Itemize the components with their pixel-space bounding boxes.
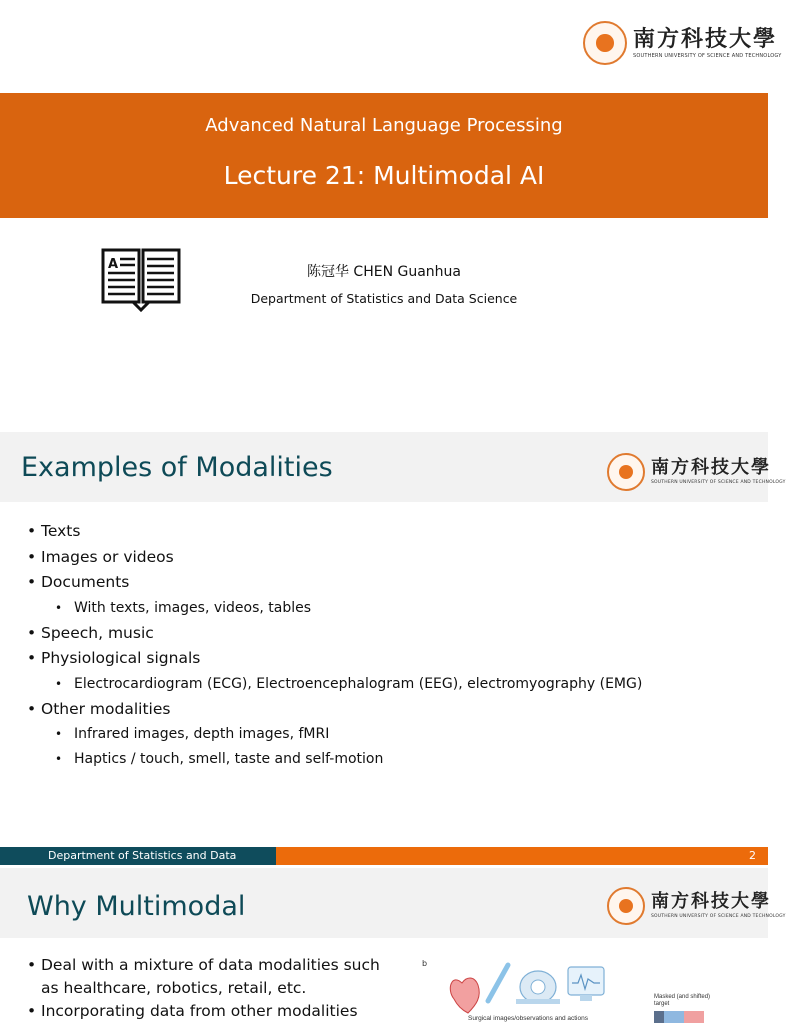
figure-target-label: Masked (and shifted) target xyxy=(654,994,711,1007)
bullet-item: • Images or videos xyxy=(27,548,757,574)
page-number: 2 xyxy=(749,849,756,862)
bullet-list xyxy=(27,522,757,775)
multimodal-figure xyxy=(418,955,758,1025)
lecture-title: Lecture 21: Multimodal AI xyxy=(223,161,545,190)
slide-title: Why Multimodal xyxy=(27,891,246,922)
masked-target-bar xyxy=(654,1011,704,1023)
logo-english-name: SOUTHERN UNIVERSITY OF SCIENCE AND TECHNOLOGY xyxy=(633,52,782,59)
bullet-item: • Incorporating data from other modalities xyxy=(27,1000,387,1023)
slide-header xyxy=(0,868,786,938)
sub-bullet-item: • Infrared images, depth images, fMRI xyxy=(27,725,757,750)
monitor-icon xyxy=(568,967,604,995)
sub-bullet-item: • Electrocardiogram (ECG), Electroencephalogram (EEG), electromyography (EMG) xyxy=(27,675,757,700)
bullet-list xyxy=(27,954,387,1023)
title-band xyxy=(0,93,768,218)
bullet-item: • Speech, music xyxy=(27,624,757,650)
slide-header xyxy=(0,432,786,502)
course-title: Advanced Natural Language Processing xyxy=(205,115,563,136)
bullet-item: • Documents xyxy=(27,573,757,599)
heart-icon xyxy=(450,978,479,1013)
figure-panel-label: b xyxy=(422,959,428,968)
university-logo xyxy=(607,452,786,492)
figure-caption: Surgical images/observations and actions xyxy=(468,1015,588,1022)
logo-english-name: SOUTHERN UNIVERSITY OF SCIENCE AND TECHNOLOGY xyxy=(651,914,786,919)
surgical-tool-icon xyxy=(488,965,508,1001)
why-multimodal-slide xyxy=(0,865,786,1024)
sub-bullet-item: • With texts, images, videos, tables xyxy=(27,599,757,624)
slide-footer xyxy=(0,847,768,865)
logo-chinese-name: 南方科技大學 xyxy=(651,457,771,478)
university-seal-icon xyxy=(583,21,627,65)
university-logo xyxy=(607,886,786,926)
university-logo xyxy=(583,20,782,66)
logo-english-name: SOUTHERN UNIVERSITY OF SCIENCE AND TECHNOLOGY xyxy=(651,480,786,485)
department-name: Department of Statistics and Data Science xyxy=(250,291,518,306)
footer-department: Department of Statistics and Data xyxy=(0,847,276,865)
university-seal-icon xyxy=(607,887,645,925)
logo-chinese-name: 南方科技大學 xyxy=(651,891,771,912)
modalities-slide xyxy=(0,432,786,865)
title-slide xyxy=(0,0,782,432)
slide-title: Examples of Modalities xyxy=(21,452,333,483)
bullet-item: • Deal with a mixture of data modalities such as healthcare, robotics, retail, etc. xyxy=(27,954,387,1000)
logo-chinese-name: 南方科技大學 xyxy=(633,25,778,52)
sub-bullet-item: • Haptics / touch, smell, taste and self-motion xyxy=(27,750,757,775)
svg-text:A: A xyxy=(108,257,119,272)
footer-accent-bar xyxy=(276,847,768,865)
university-seal-icon xyxy=(607,453,645,491)
bullet-item: • Physiological signals xyxy=(27,649,757,675)
bullet-item: • Other modalities xyxy=(27,700,757,726)
bullet-item: • Texts xyxy=(27,522,757,548)
author-name: 陈冠华 CHEN Guanhua xyxy=(306,264,462,280)
